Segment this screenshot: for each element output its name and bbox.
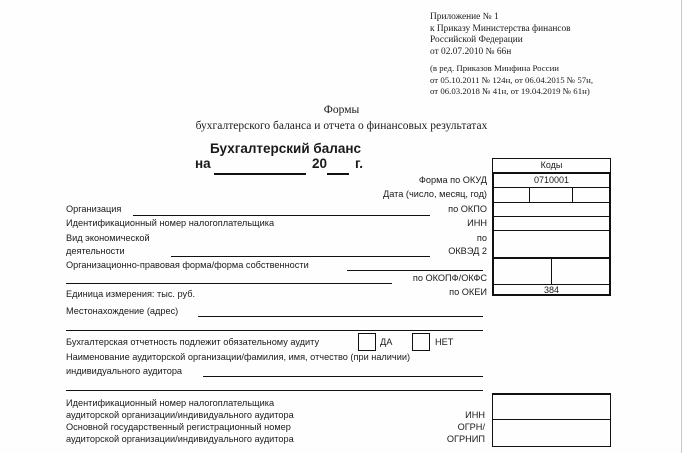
address-field[interactable] [198,316,483,317]
inn-label: ИНН [467,218,487,228]
auditor-ogrn-code-label-line2: ОГРНИП [446,434,485,444]
date-year-cell[interactable] [574,188,609,201]
auditor-inn-label-line1: Идентификационный номер налогоплательщика [66,398,275,408]
amendment-line: (в ред. Приказов Минфина России [430,63,559,73]
year-prefix: 20 [312,156,328,171]
year-suffix: г. [355,156,364,171]
date-label: Дата (число, месяц, год) [383,189,487,199]
codes-header-label: Коды [540,160,563,170]
codes-header [492,158,611,173]
document-title: Бухгалтерский баланс [210,141,361,156]
page-edge [681,0,682,453]
audit-yes-checkbox[interactable] [358,333,376,351]
okved-label-line2: ОКВЭД 2 [448,246,487,256]
appendix-line: Российской Федерации [430,35,523,46]
organization-field[interactable] [133,215,430,216]
legal-form-label: Организационно-правовая форма/форма собственности [66,260,309,270]
date-prefix: на [195,156,211,171]
okopf-okfs-divider [551,257,552,284]
auditor-inn-code-label: ИНН [465,410,485,420]
appendix-line: Приложение № 1 [430,12,499,22]
appendix-amendments [430,63,593,98]
okved-label-line1: по [476,233,487,243]
address-field-line2[interactable] [66,330,483,331]
auditor-ogrn-label-line1: Основной государственный регистрационный номер [66,422,291,432]
auditor-name-field[interactable] [203,376,483,377]
okpo-label: по ОКПО [448,204,487,214]
date-day-month-field[interactable] [214,173,306,175]
date-divider [572,187,573,202]
auditor-name-label-line2: индивидуального аудитора [66,366,183,376]
legal-form-field[interactable] [347,270,483,271]
forms-subtitle: бухгалтерского баланса и отчета о финансовых результатах [195,120,488,132]
year-field[interactable] [327,173,349,175]
activity-label-line1: Вид экономической [66,233,150,243]
okfs-cell[interactable] [553,259,609,283]
date-day-cell[interactable] [494,188,528,201]
okved-cell[interactable] [494,231,609,256]
auditor-inn-cell[interactable] [492,394,611,420]
appendix-line: к Приказу Министерства финансов [430,23,571,34]
auditor-ogrn-label-line2: аудиторской организации/индивидуального аудитора [66,434,294,444]
okei-code: 384 [543,285,560,295]
okud-code: 0710001 [533,175,570,185]
okopf-cell[interactable] [494,259,550,283]
date-month-cell[interactable] [531,188,571,201]
auditor-name-field-line2[interactable] [66,390,483,391]
audit-question: Бухгалтерская отчетность подлежит обязательному аудиту [66,337,320,347]
forms-title: Формы [323,104,360,116]
legal-form-field-line2[interactable] [66,283,392,284]
audit-no-checkbox[interactable] [412,333,430,351]
activity-label-line2: деятельности [66,246,125,256]
okei-label: по ОКЕИ [449,287,487,297]
okud-label: Форма по ОКУД [418,175,487,185]
auditor-ogrn-cell[interactable] [492,419,611,447]
taxpayer-id-label: Идентификационный номер налогоплательщика [66,218,275,228]
appendix-reference [430,12,571,59]
okpo-cell[interactable] [494,203,609,216]
auditor-ogrn-code-label-line1: ОГРН/ [457,422,485,432]
amendment-line: от 05.10.2011 № 124н, от 06.04.2015 № 57н, [430,74,594,85]
organization-label: Организация [66,204,122,214]
okopf-okfs-label: по ОКОПФ/ОКФС [412,273,487,283]
auditor-name-label-line1: Наименование аудиторской организации/фамилия, имя, отчество (при наличии) [66,352,411,362]
activity-field[interactable] [171,256,430,257]
inn-cell[interactable] [494,217,609,230]
auditor-inn-label-line2: аудиторской организации/индивидуального аудитора [66,410,294,420]
audit-yes-label: ДА [380,337,393,347]
date-divider [529,187,530,202]
unit-label: Единица измерения: тыс. руб. [66,289,196,299]
audit-no-label: НЕТ [435,337,454,347]
address-label: Местонахождение (адрес) [66,306,179,316]
amendment-line: от 06.03.2018 № 41н, от 19.04.2019 № 61н) [430,86,590,97]
appendix-line: от 02.07.2010 № 66н [430,47,512,58]
